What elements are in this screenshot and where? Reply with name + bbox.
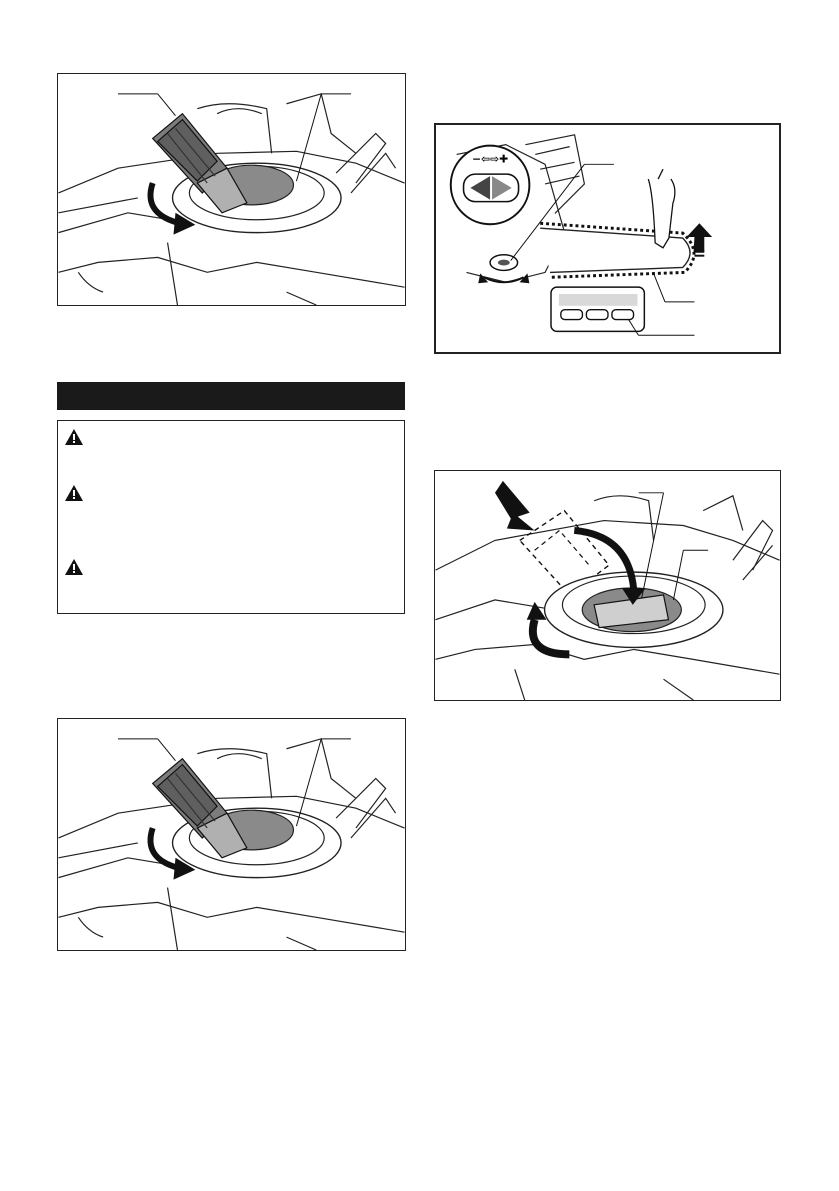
warning-triangle-icon (65, 485, 83, 501)
dial-symbols: −⇦⇨✚ (471, 152, 509, 166)
figure-chain-adjust-cap-upper-left (57, 73, 406, 306)
warning-box (57, 420, 405, 614)
adjust-dial-illustration (58, 719, 405, 950)
figure-chain-adjust-cap-lower-left (57, 718, 406, 951)
adjust-dial-illustration (58, 74, 405, 305)
figure-lever-fold-right (434, 470, 781, 701)
chain-tension-illustration (436, 125, 779, 352)
figure-chain-tension-check (434, 123, 781, 354)
lever-fold-illustration (435, 471, 780, 700)
section-header-bar (57, 382, 405, 410)
warning-triangle-icon (65, 559, 83, 575)
warning-triangle-icon (65, 429, 83, 445)
